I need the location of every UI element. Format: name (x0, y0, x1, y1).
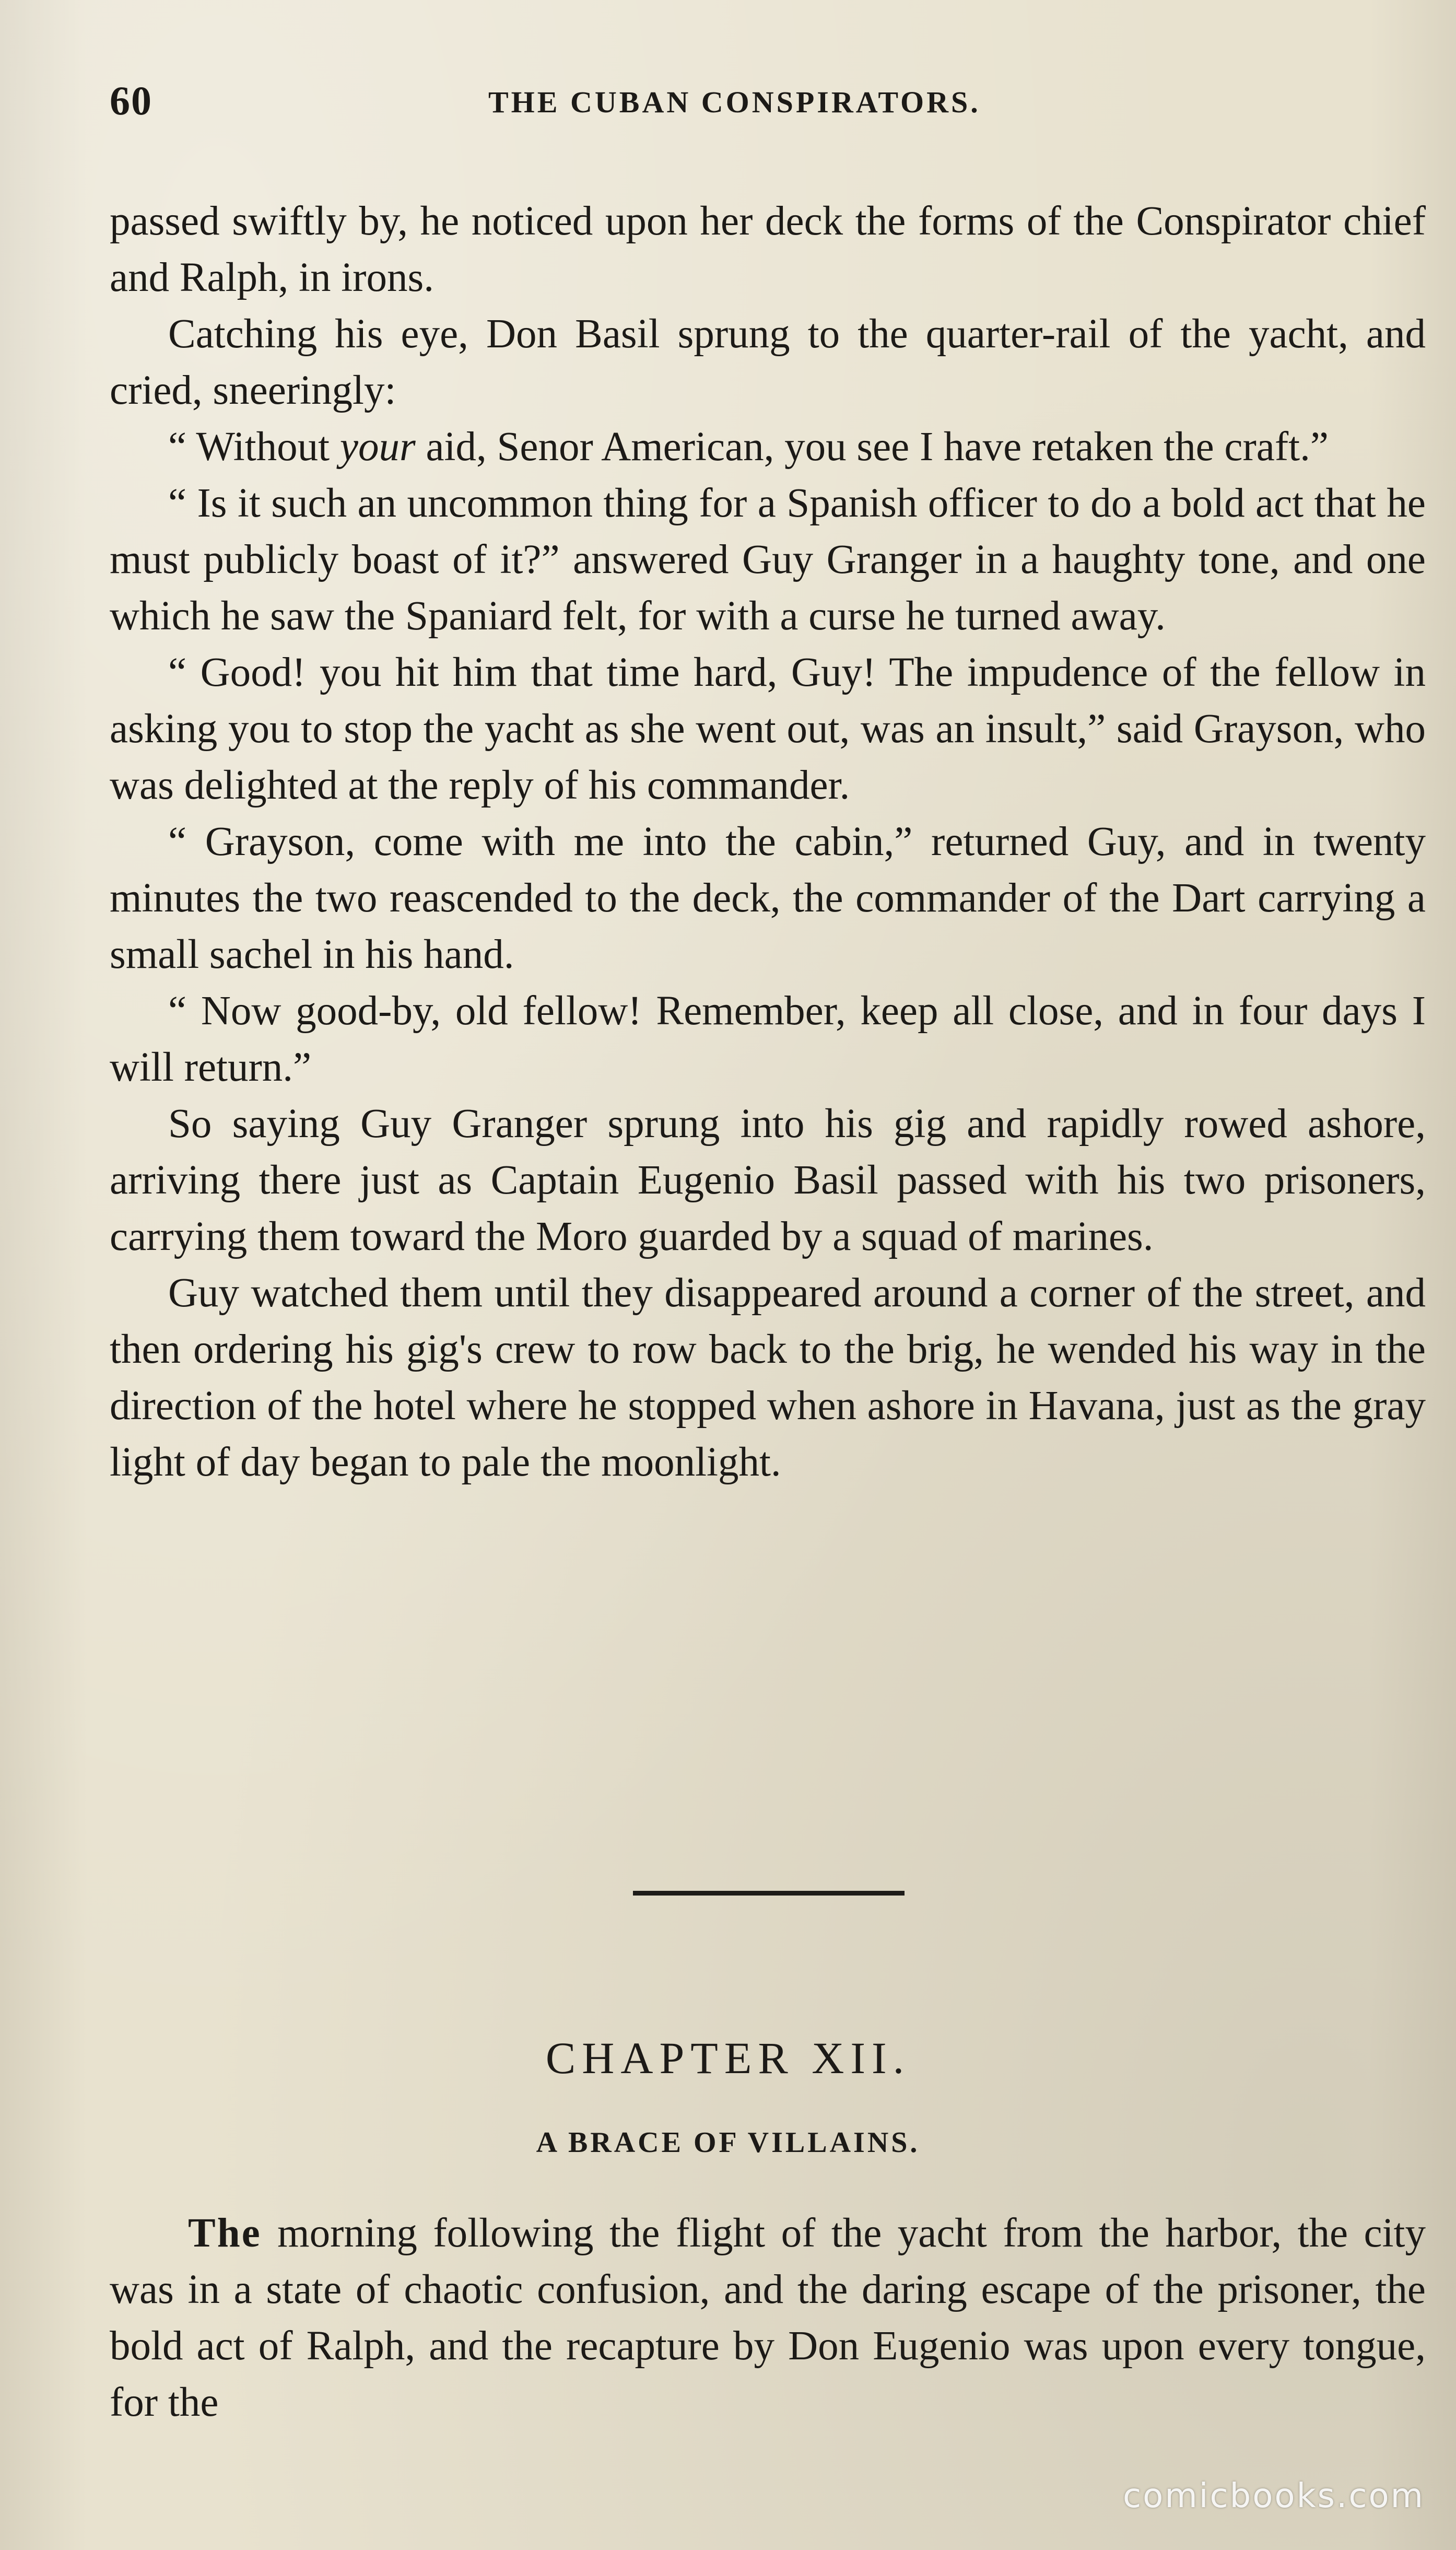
paragraph-3 (110, 419, 1426, 475)
page-header (110, 77, 1426, 130)
running-title: THE CUBAN CONSPIRATORS. (488, 85, 981, 119)
paragraph-3-emphasis: your (339, 424, 416, 470)
chapter-lead-word: The (188, 2210, 262, 2256)
body-text (110, 193, 1426, 1491)
chapter-opening (110, 2205, 1426, 2431)
watermark: comicbooks.com (1122, 2477, 1425, 2516)
paragraph-1: passed swiftly by, he noticed upon her deck the forms of the Conspirator chief and Ralph, in irons. (110, 198, 1426, 300)
paragraph-2: Catching his eye, Don Basil sprung to the quarter-rail of the yacht, and cried, sneeringly: (110, 311, 1426, 413)
paragraph-9: Guy watched them until they disappeared around a corner of the street, and then ordering his gig's crew to row back to the brig, he wended his way in the direction of the hotel where he stopped when ashore in Havana, just as the gray light of day began to pale the moonlight. (110, 1270, 1426, 1485)
section-divider (633, 1891, 905, 1896)
paragraph-6: “ Grayson, come with me into the cabin,” returned Guy, and in twenty minutes the two reascended to the deck, the commander of the Dart carrying a small sachel in his hand. (110, 819, 1426, 977)
paragraph-3-after: aid, Senor American, you see I have retaken the craft.” (415, 424, 1329, 470)
paragraph-4: “ Is it such an uncommon thing for a Spanish officer to do a bold act that he must publicly boast of it?” answered Guy Granger in a haughty tone, and one which he saw the Spaniard felt, for with a curse he turned away. (110, 481, 1426, 639)
chapter-title: CHAPTER XII. (545, 2033, 911, 2083)
paragraph-3-before: “ Without (168, 424, 340, 470)
paragraph-7: “ Now good-by, old fellow! Remember, keep all close, and in four days I will return.” (110, 988, 1426, 1090)
chapter-subtitle: A BRACE OF VILLAINS. (536, 2126, 920, 2159)
chapter-opening-text: morning following the flight of the yacht from the harbor, the city was in a state of chaotic confusion, and the daring escape of the prisoner, the bold act of Ralph, and the recapture by Don Eugenio was upon every tongue, for the (110, 2210, 1426, 2425)
paragraph-8: So saying Guy Granger sprung into his gig and rapidly rowed ashore, arriving there just as Captain Eugenio Basil passed with his two prisoners, carrying them toward the Moro guarded by a squad of marines. (110, 1101, 1426, 1259)
chapter-opening-paragraph (110, 2205, 1426, 2431)
paragraph-5: “ Good! you hit him that time hard, Guy! The impudence of the fellow in asking you to stop the yacht as she went out, was an insult,” said Grayson, who was delighted at the reply of his commander. (110, 650, 1426, 808)
page-number: 60 (110, 78, 152, 123)
